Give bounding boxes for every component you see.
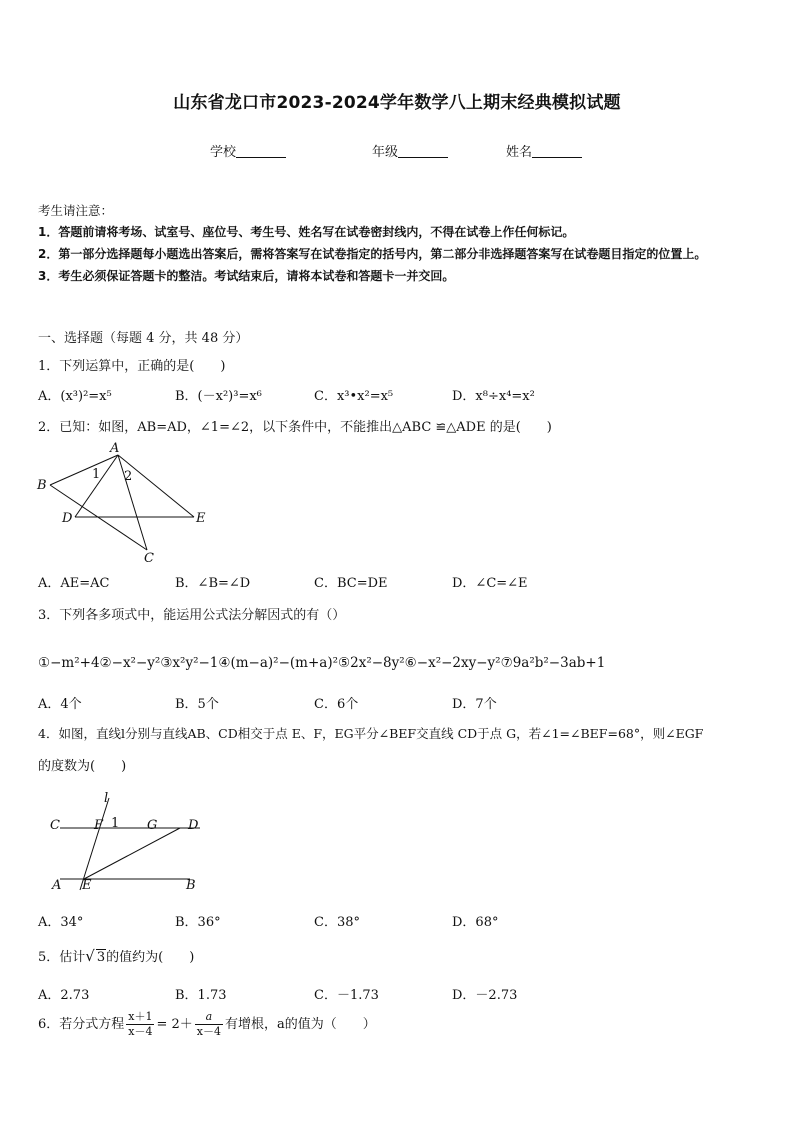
q4-label-l: l xyxy=(104,791,109,806)
q6-fraction-left xyxy=(126,1010,154,1039)
exam-title: 山东省龙口市2023-2024学年数学八上期末经典模拟试题 xyxy=(173,93,621,113)
q2-label-c: C xyxy=(144,551,154,566)
q4-option-a[interactable]: A．34° xyxy=(38,915,84,930)
notice-item-1: 1．答题前请将考场、试室号、座位号、考生号、姓名写在试卷密封线内，不得在试卷上作任何标记。 xyxy=(38,225,575,239)
name-field xyxy=(506,141,582,160)
q5-stem-pre: 5．估计 xyxy=(38,950,86,965)
q6-frac2-denominator: x－4 xyxy=(196,1025,221,1038)
q1-option-b[interactable]: B．(－x²)³=x⁶ xyxy=(175,389,262,404)
q6-fraction-right xyxy=(195,1010,223,1039)
grade-label: 年级 xyxy=(372,145,399,160)
q6-stem-pre: 6．若分式方程 xyxy=(38,1017,125,1032)
q3-option-b[interactable]: B．5个 xyxy=(175,697,219,712)
q5-stem-post: 的值约为( ) xyxy=(106,950,195,965)
q5-radicand: 3 xyxy=(96,950,106,965)
q4-option-d[interactable]: D．68° xyxy=(452,915,499,930)
notice-item-2: 2．第一部分选择题每小题选出答案后，需将答案写在试卷指定的括号内，第二部分非选择题答案写在试卷题目指定的位置上。 xyxy=(38,247,707,261)
q4-option-c[interactable]: C．38° xyxy=(314,915,360,930)
notice-item-3: 3．考生必须保证答题卡的整洁。考试结束后，请将本试卷和答题卡一并交回。 xyxy=(38,269,455,283)
q1-option-c[interactable]: C．x³•x²=x⁵ xyxy=(314,389,394,404)
q4-parallel-lines-figure xyxy=(40,788,220,898)
q6-frac2-numerator: a xyxy=(195,1010,223,1025)
q3-stem: 3．下列各多项式中，能运用公式法分解因式的有（） xyxy=(38,608,346,623)
q2-label-d: D xyxy=(62,511,73,526)
notice-heading: 考生请注意： xyxy=(38,203,114,218)
q1-option-d[interactable]: D．x⁸÷x⁴=x² xyxy=(452,389,535,404)
q2-label-angle-1: 1 xyxy=(92,467,101,482)
q5-option-d[interactable]: D．－2.73 xyxy=(452,988,518,1003)
q6-stem xyxy=(38,1010,376,1039)
q5-option-c[interactable]: C．－1.73 xyxy=(314,988,379,1003)
q1-stem: 1．下列运算中，正确的是( ) xyxy=(38,359,226,374)
q2-label-b: B xyxy=(37,478,47,493)
school-label: 学校 xyxy=(210,145,237,160)
q2-label-e: E xyxy=(196,511,206,526)
q2-option-c[interactable]: C．BC=DE xyxy=(314,576,388,591)
q2-option-a[interactable]: A．AE=AC xyxy=(38,576,110,591)
q2-option-d[interactable]: D．∠C=∠E xyxy=(452,576,528,591)
q2-option-b[interactable]: B．∠B=∠D xyxy=(175,576,251,591)
q4-label-c: C xyxy=(50,818,60,833)
q4-label-angle-1: 1 xyxy=(111,816,120,831)
q3-option-c[interactable]: C．6个 xyxy=(314,697,359,712)
notice-block xyxy=(38,200,763,287)
q2-stem: 2．已知：如图，AB=AD，∠1=∠2，以下条件中，不能推出△ABC ≌△ADE 的是( ) xyxy=(38,420,552,435)
q4-stem-line1: 4．如图，直线l分别与直线AB、CD相交于点 E、F，EG平分∠BEF交直线 CD于点 G，若∠1=∠BEF=68°，则∠EGF xyxy=(38,726,704,741)
q3-expressions: ①−m²+4②−x²−y²③x²y²−1④(m−a)²−(m+a)²⑤2x²−8y²⑥−x²−2xy−y²⑦9a²b²−3ab+1 xyxy=(38,655,606,671)
q2-triangle-figure xyxy=(30,438,220,568)
q4-stem-line2: 的度数为( ) xyxy=(38,759,127,774)
q3-option-d[interactable]: D．7个 xyxy=(452,697,497,712)
section-heading: 一、选择题（每题 4 分，共 48 分） xyxy=(38,331,249,346)
name-label: 姓名 xyxy=(506,145,533,160)
q6-equals: = 2＋ xyxy=(156,1017,193,1032)
q4-label-e: E xyxy=(82,878,92,893)
name-blank[interactable] xyxy=(532,144,582,158)
q4-label-d: D xyxy=(188,818,199,833)
q6-stem-post: 有增根，a的值为（ ） xyxy=(224,1017,376,1032)
school-blank[interactable] xyxy=(236,144,286,158)
q6-frac1-denominator: x－4 xyxy=(128,1025,153,1038)
q4-option-b[interactable]: B．36° xyxy=(175,915,221,930)
q4-label-b: B xyxy=(186,878,196,893)
q5-option-b[interactable]: B．1.73 xyxy=(175,988,227,1003)
q5-option-a[interactable]: A．2.73 xyxy=(38,988,90,1003)
q6-frac1-numerator: x＋1 xyxy=(128,1010,153,1023)
grade-field xyxy=(372,141,448,160)
q5-stem: 5．估计√ 3的值约为( ) xyxy=(38,947,195,965)
q4-label-f: F xyxy=(94,818,104,833)
q3-option-a[interactable]: A．4个 xyxy=(38,697,82,712)
grade-blank[interactable] xyxy=(398,144,448,158)
q1-option-a[interactable]: A．(x³)²=x⁵ xyxy=(38,389,112,404)
q2-label-angle-2: 2 xyxy=(124,469,133,484)
q2-label-a: A xyxy=(110,441,120,456)
school-field xyxy=(210,141,286,160)
q4-label-g: G xyxy=(147,818,158,833)
q4-label-a: A xyxy=(52,878,62,893)
